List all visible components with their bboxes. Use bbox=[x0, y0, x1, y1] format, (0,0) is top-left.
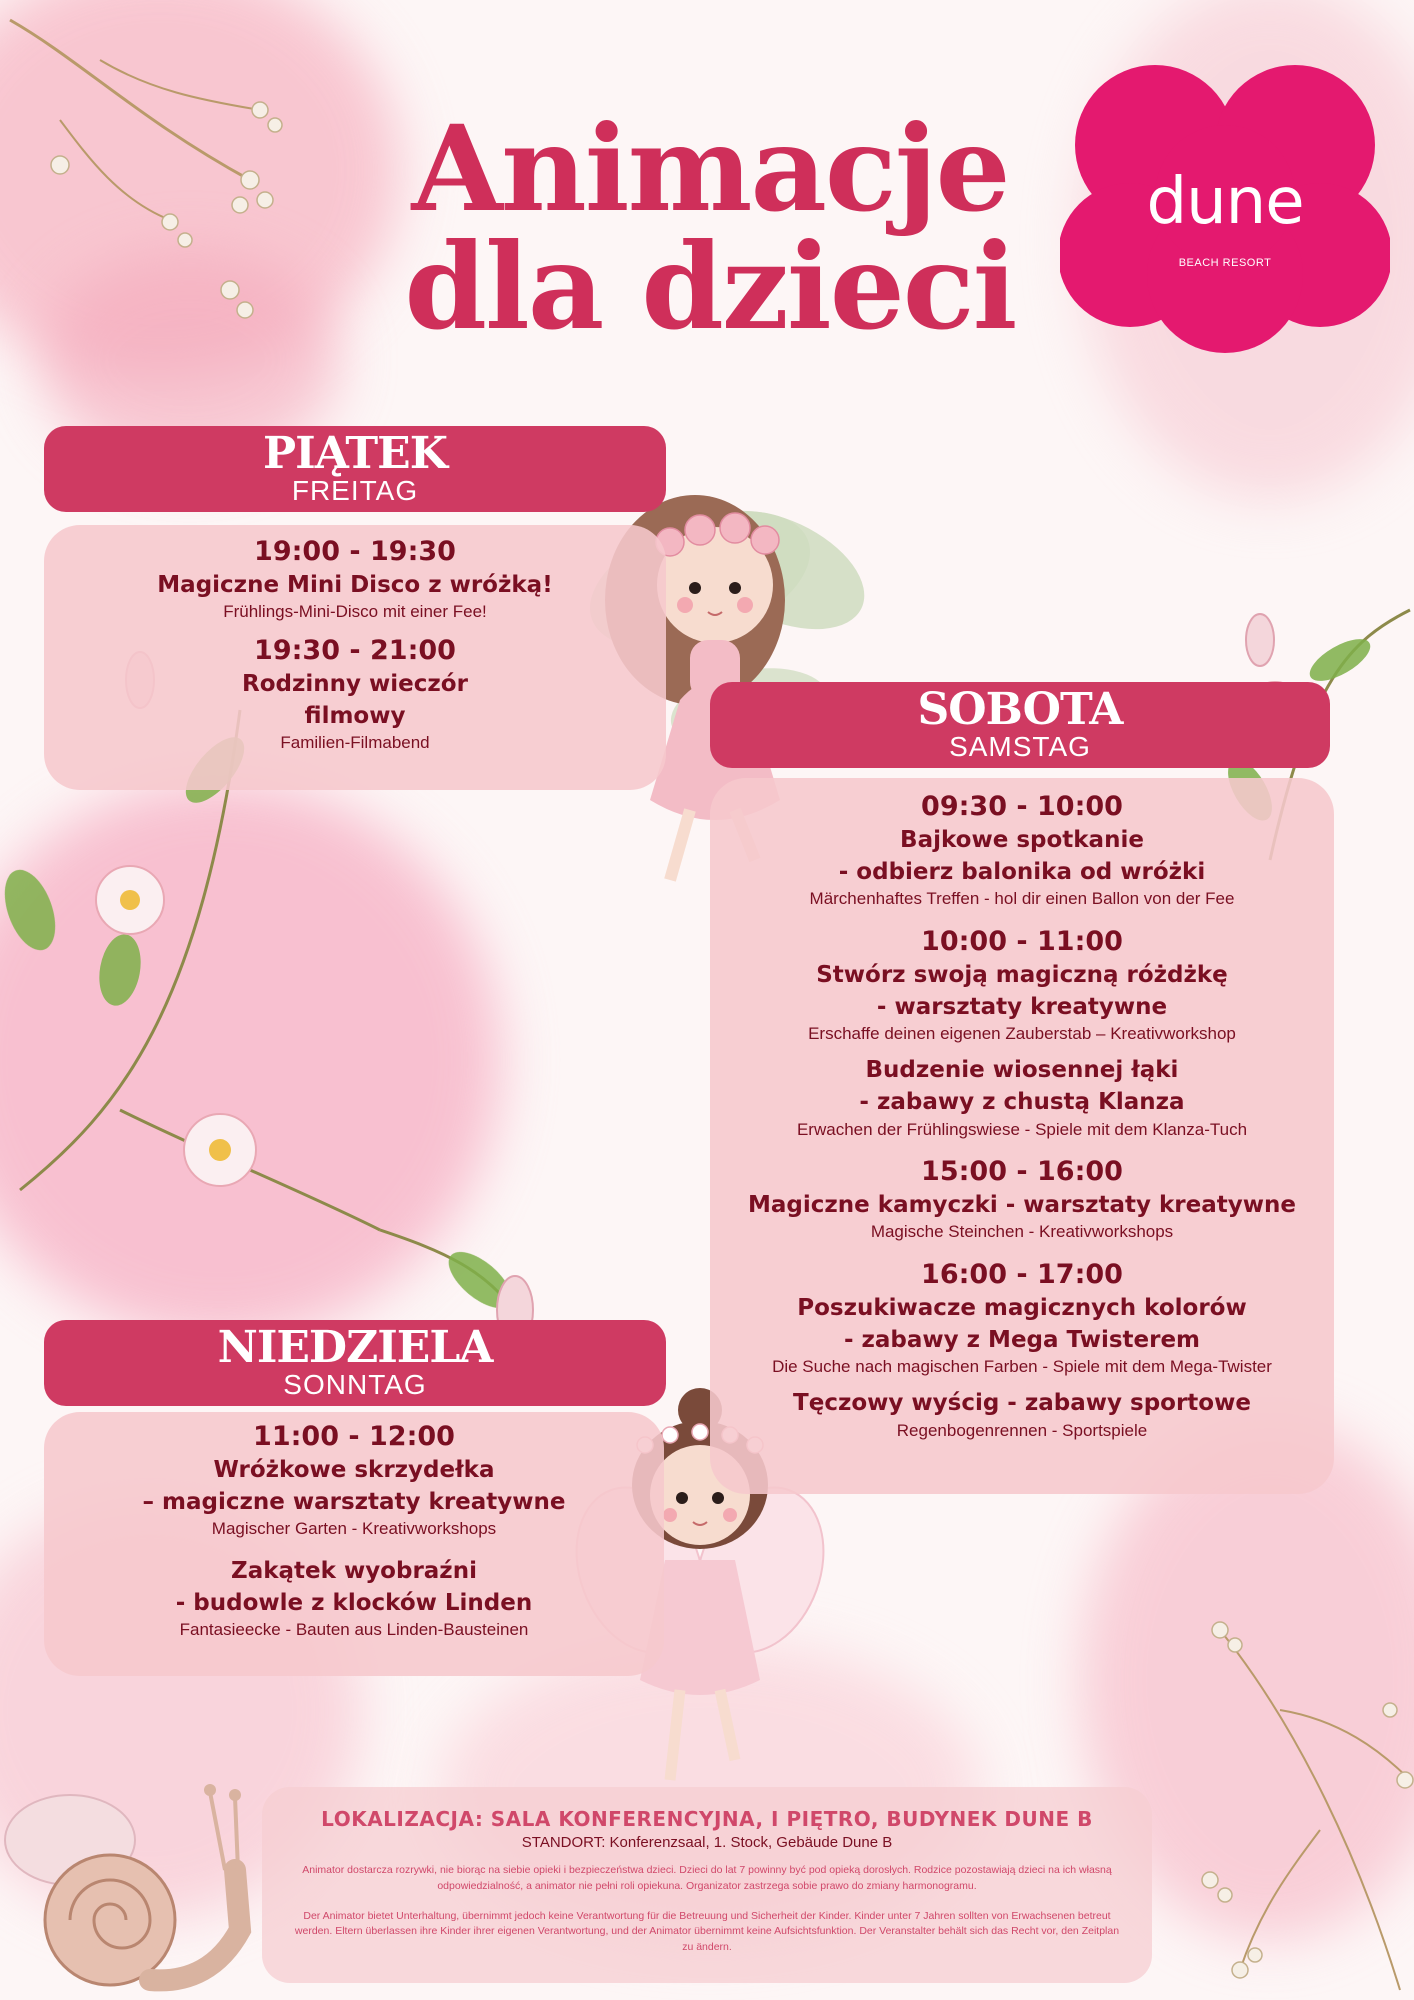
event-subtitle: Erwachen der Frühlingswiese - Spiele mit dem Klanza-Tuch bbox=[796, 1119, 1248, 1139]
event-title: Tęczowy wyścig - zabawy sportowe bbox=[793, 1390, 1251, 1417]
day-header-friday bbox=[44, 426, 666, 512]
event-title: - zabawy z Mega Twisterem bbox=[843, 1327, 1201, 1354]
logo-wordmark: dune bbox=[1146, 165, 1304, 239]
event-item bbox=[710, 1155, 1334, 1244]
event-title: Stwórz swoją magiczną różdżkę bbox=[816, 961, 1228, 988]
title-line-2: dla dzieci bbox=[404, 217, 1016, 356]
event-item bbox=[44, 535, 666, 624]
event-title: - budowle z klocków Linden bbox=[175, 1590, 533, 1617]
day-name-pl: PIĄTEK bbox=[263, 428, 447, 479]
event-title: filmowy bbox=[304, 702, 406, 729]
location-box bbox=[262, 1787, 1152, 1983]
location-standort: STANDORT: Konferenzsaal, 1. Stock, Gebäude Dune B bbox=[521, 1834, 893, 1851]
schedule-panel-friday bbox=[44, 525, 666, 790]
day-name-pl: NIEDZIELA bbox=[217, 1322, 493, 1373]
logo-subtext: BEACH RESORT bbox=[1178, 257, 1272, 269]
event-subtitle: Magischer Garten - Kreativworkshops bbox=[211, 1519, 497, 1539]
event-title: - warsztaty kreatywne bbox=[876, 994, 1168, 1020]
event-title: Bajkowe spotkanie bbox=[900, 826, 1144, 853]
day-name-de: SONNTAG bbox=[283, 1369, 427, 1400]
page-title bbox=[360, 99, 1060, 356]
event-title: Poszukiwacze magicznych kolorów bbox=[797, 1295, 1247, 1322]
flower-branch-illustration bbox=[0, 0, 360, 360]
event-item bbox=[710, 790, 1334, 911]
event-item bbox=[44, 1420, 664, 1541]
event-subtitle: Märchenhaftes Treffen - hol dir einen Ballon von der Fee bbox=[809, 889, 1235, 909]
event-time: 15:00 - 16:00 bbox=[921, 1156, 1123, 1188]
day-name-pl: SOBOTA bbox=[917, 684, 1123, 735]
event-item bbox=[44, 634, 666, 755]
event-title: - odbierz balonika od wróżki bbox=[838, 858, 1206, 885]
event-time: 09:30 - 10:00 bbox=[921, 791, 1123, 822]
event-subtitle: Familien-Filmabend bbox=[280, 733, 430, 752]
event-title: Wróżkowe skrzydełka bbox=[213, 1456, 495, 1483]
event-title: – magiczne warsztaty kreatywne bbox=[142, 1488, 566, 1515]
event-title: - zabawy z chustą Klanza bbox=[859, 1089, 1185, 1116]
event-item bbox=[710, 1387, 1334, 1442]
snail-illustration bbox=[0, 1770, 270, 2000]
schedule-panel-sunday bbox=[44, 1412, 664, 1676]
location-heading: LOKALIZACJA: SALA KONFERENCYJNA, I PIĘTRO, BUDYNEK DUNE B bbox=[321, 1807, 1093, 1831]
event-subtitle: Fantasieecke - Bauten aus Linden-Bausteinen bbox=[179, 1620, 529, 1640]
event-item bbox=[710, 1258, 1334, 1379]
event-title: Magiczne kamyczki - warsztaty kreatywne bbox=[748, 1192, 1296, 1219]
event-item bbox=[710, 1054, 1334, 1141]
event-subtitle: Magische Steinchen - Kreativworkshops bbox=[870, 1222, 1174, 1242]
disclaimer-de: Der Animator bietet Unterhaltung, übernimmt jedoch keine Verantwortung für die Betreuung und Sicherheit der Kinder. Kinder unter 7 Jahren sollten von Erwachsenen betreut werden. Eltern überlassen ihre Kinder ihrer eigenen Verantwortung, und der Animator übernimmt keine Aufsichtsfunktion. Der Veranstalter behält sich das Recht vor, den Zeitplan zu ändern. bbox=[294, 1909, 1120, 1953]
event-title: Budzenie wiosennej łąki bbox=[865, 1057, 1179, 1084]
day-name-de: FREITAG bbox=[291, 475, 419, 506]
event-time: 11:00 - 12:00 bbox=[253, 1421, 455, 1452]
event-title: Zakątek wyobraźni bbox=[231, 1558, 477, 1585]
disclaimer-pl: Animator dostarcza rozrywki, nie biorąc na siebie opieki i bezpieczeństwa dzieci. Dzieci do lat 7 powinny być pod opieką dorosłych. Rodzice pozostawiają dzieci na ich własną odpowiedzialność, a animator nie pełni roli opiekuna. Organizator zastrzega sobie prawo do zmiany harmonogramu. bbox=[302, 1864, 1112, 1892]
event-subtitle: Frühlings-Mini-Disco mit einer Fee! bbox=[223, 601, 487, 621]
event-subtitle: Erschaffe deinen eigenen Zauberstab – Kreativworkshop bbox=[808, 1024, 1236, 1044]
event-item bbox=[44, 1555, 664, 1642]
event-time: 16:00 - 17:00 bbox=[921, 1259, 1123, 1291]
event-item bbox=[710, 925, 1334, 1046]
event-time: 10:00 - 11:00 bbox=[921, 926, 1123, 958]
day-header-saturday bbox=[710, 682, 1330, 768]
day-header-sunday bbox=[44, 1320, 666, 1406]
day-name-de: SAMSTAG bbox=[949, 731, 1091, 762]
flower-branch-illustration bbox=[1180, 1610, 1414, 2000]
event-subtitle: Die Suche nach magischen Farben - Spiele mit dem Mega-Twister bbox=[772, 1357, 1272, 1377]
event-time: 19:30 - 21:00 bbox=[254, 634, 456, 666]
event-title: Magiczne Mini Disco z wróżką! bbox=[157, 571, 553, 598]
event-subtitle: Regenbogenrennen - Sportspiele bbox=[896, 1420, 1148, 1440]
title-line-1: Animacje bbox=[411, 99, 1009, 238]
event-title: Rodzinny wieczór bbox=[242, 670, 468, 697]
event-time: 19:00 - 19:30 bbox=[254, 536, 456, 567]
schedule-panel-saturday bbox=[710, 778, 1334, 1494]
